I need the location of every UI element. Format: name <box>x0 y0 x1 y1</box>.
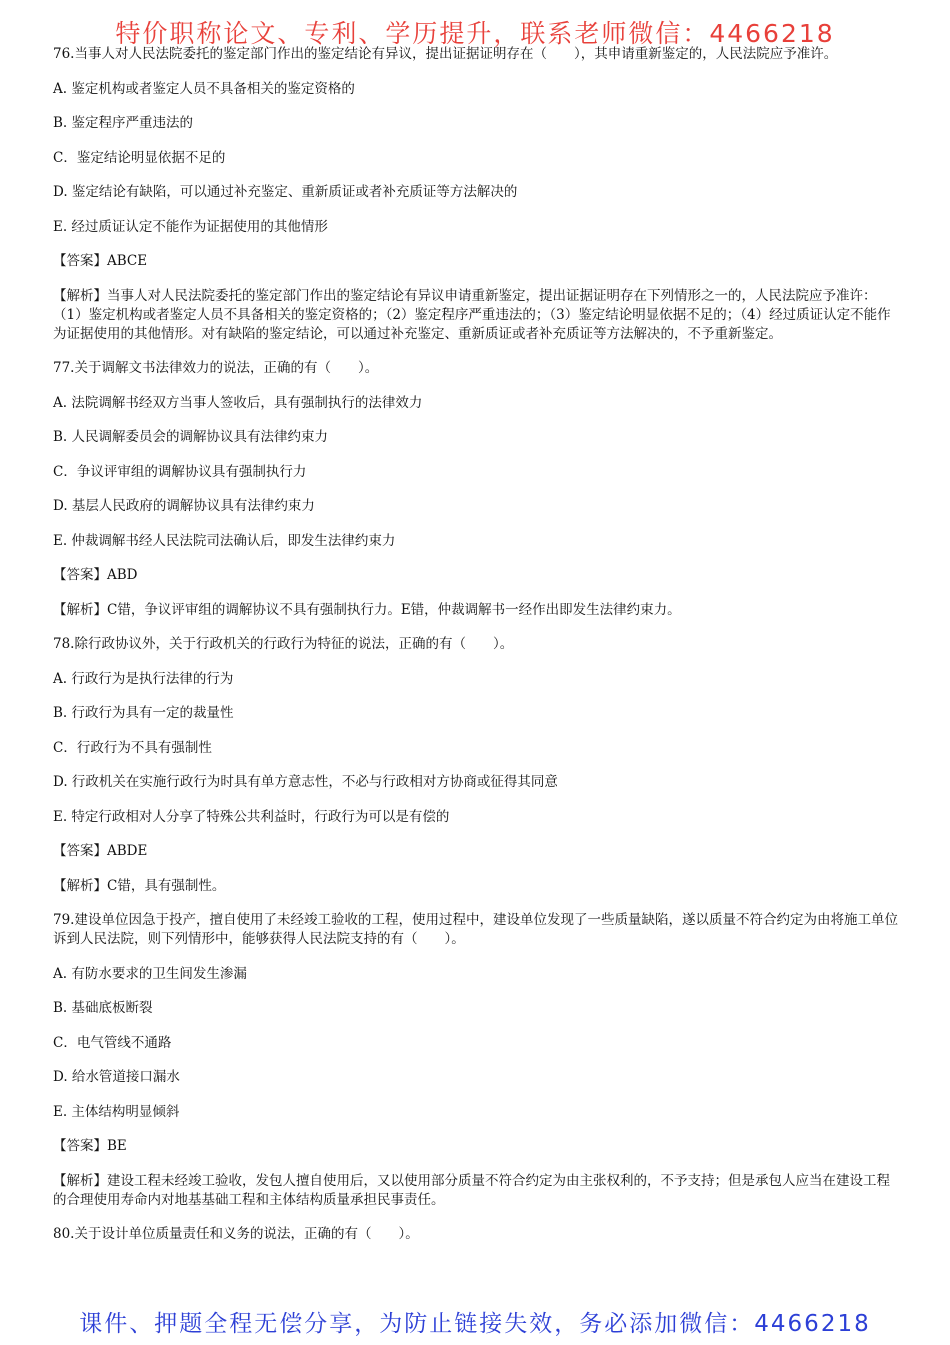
question-76 <box>53 45 898 344</box>
option-c: C．争议评审组的调解协议具有强制执行力 <box>53 463 307 480</box>
option-c: C．鉴定结论明显依据不足的 <box>53 149 226 166</box>
question-stem: 78.除行政协议外，关于行政机关的行政行为特征的说法，正确的有（ ）。 <box>53 636 514 652</box>
question-78 <box>53 635 898 896</box>
analysis: 【解析】当事人对人民法院委托的鉴定部门作出的鉴定结论有异议申请重新鉴定，提出证据证明存在下列情形之一的，人民法院应予准许：（1）鉴定机构或者鉴定人员不具备相关的鉴定资格的；（2）鉴定程序严重违法的；（3）鉴定结论明显依据不足的；（4）经过质证认定不能作为证据使用的其他情形。对有缺陷的鉴定结论，可以通过补充鉴定、重新质证或者补充质证等方法解决的，不予重新鉴定。 <box>53 287 891 342</box>
answer: 【答案】BE <box>53 1138 127 1154</box>
option-c: C．电气管线不通路 <box>53 1034 172 1051</box>
option-d: D. 行政机关在实施行政行为时具有单方意志性，不必与行政相对方协商或征得其同意 <box>53 774 558 790</box>
option-e: E. 特定行政相对人分享了特殊公共利益时，行政行为可以是有偿的 <box>53 808 450 825</box>
question-stem: 76.当事人对人民法院委托的鉴定部门作出的鉴定结论有异议，提出证据证明存在（ ），其申请重新鉴定的，人民法院应予准许。 <box>53 46 838 62</box>
option-c: C．行政行为不具有强制性 <box>53 739 212 756</box>
document-body <box>53 45 898 1260</box>
watermark-banner-bottom: 课件、押题全程无偿分享，为防止链接失效，务必添加微信：4466218 <box>79 1311 871 1337</box>
analysis: 【解析】C错，具有强制性。 <box>53 877 226 894</box>
answer: 【答案】ABCE <box>53 253 148 269</box>
answer: 【答案】ABD <box>53 567 138 583</box>
option-b: B. 人民调解委员会的调解协议具有法律约束力 <box>53 429 329 445</box>
option-d: D. 给水管道接口漏水 <box>53 1069 180 1085</box>
option-a: A. 行政行为是执行法律的行为 <box>53 670 234 687</box>
question-79 <box>53 911 898 1210</box>
option-a: A. 有防水要求的卫生间发生渗漏 <box>53 965 247 982</box>
question-stem: 79.建设单位因急于投产，擅自使用了未经竣工验收的工程，使用过程中，建设单位发现了一些质量缺陷，遂以质量不符合约定为由将施工单位诉到人民法院，则下列情形中，能够获得人民法院支持的有（ ）。 <box>53 912 898 947</box>
analysis: 【解析】C错，争议评审组的调解协议不具有强制执行力。E错，仲裁调解书一经作出即发生法律约束力。 <box>53 601 681 618</box>
answer: 【答案】ABDE <box>53 843 148 859</box>
option-d: D. 基层人民政府的调解协议具有法律约束力 <box>53 498 315 514</box>
option-b: B. 基础底板断裂 <box>53 1000 153 1016</box>
question-80 <box>53 1225 898 1244</box>
option-e: E. 经过质证认定不能作为证据使用的其他情形 <box>53 218 328 235</box>
option-e: E. 主体结构明显倾斜 <box>53 1103 180 1120</box>
watermark-banner-top: 特价职称论文、专利、学历提升，联系老师微信：4466218 <box>115 19 835 48</box>
option-a: A. 鉴定机构或者鉴定人员不具备相关的鉴定资格的 <box>53 80 355 97</box>
question-stem: 77.关于调解文书法律效力的说法，正确的有（ ）。 <box>53 360 379 376</box>
question-stem: 80.关于设计单位质量责任和义务的说法，正确的有（ ）。 <box>53 1226 419 1242</box>
option-a: A. 法院调解书经双方当事人签收后，具有强制执行的法律效力 <box>53 394 423 411</box>
option-b: B. 鉴定程序严重违法的 <box>53 115 194 131</box>
question-77 <box>53 359 898 620</box>
option-e: E. 仲裁调解书经人民法院司法确认后，即发生法律约束力 <box>53 532 396 549</box>
option-b: B. 行政行为具有一定的裁量性 <box>53 705 234 721</box>
option-d: D. 鉴定结论有缺陷，可以通过补充鉴定、重新质证或者补充质证等方法解决的 <box>53 184 518 200</box>
analysis: 【解析】建设工程未经竣工验收，发包人擅自使用后，又以使用部分质量不符合约定为由主张权利的，不予支持；但是承包人应当在建设工程的合理使用寿命内对地基基础工程和主体结构质量承担民事责任。 <box>53 1172 890 1208</box>
